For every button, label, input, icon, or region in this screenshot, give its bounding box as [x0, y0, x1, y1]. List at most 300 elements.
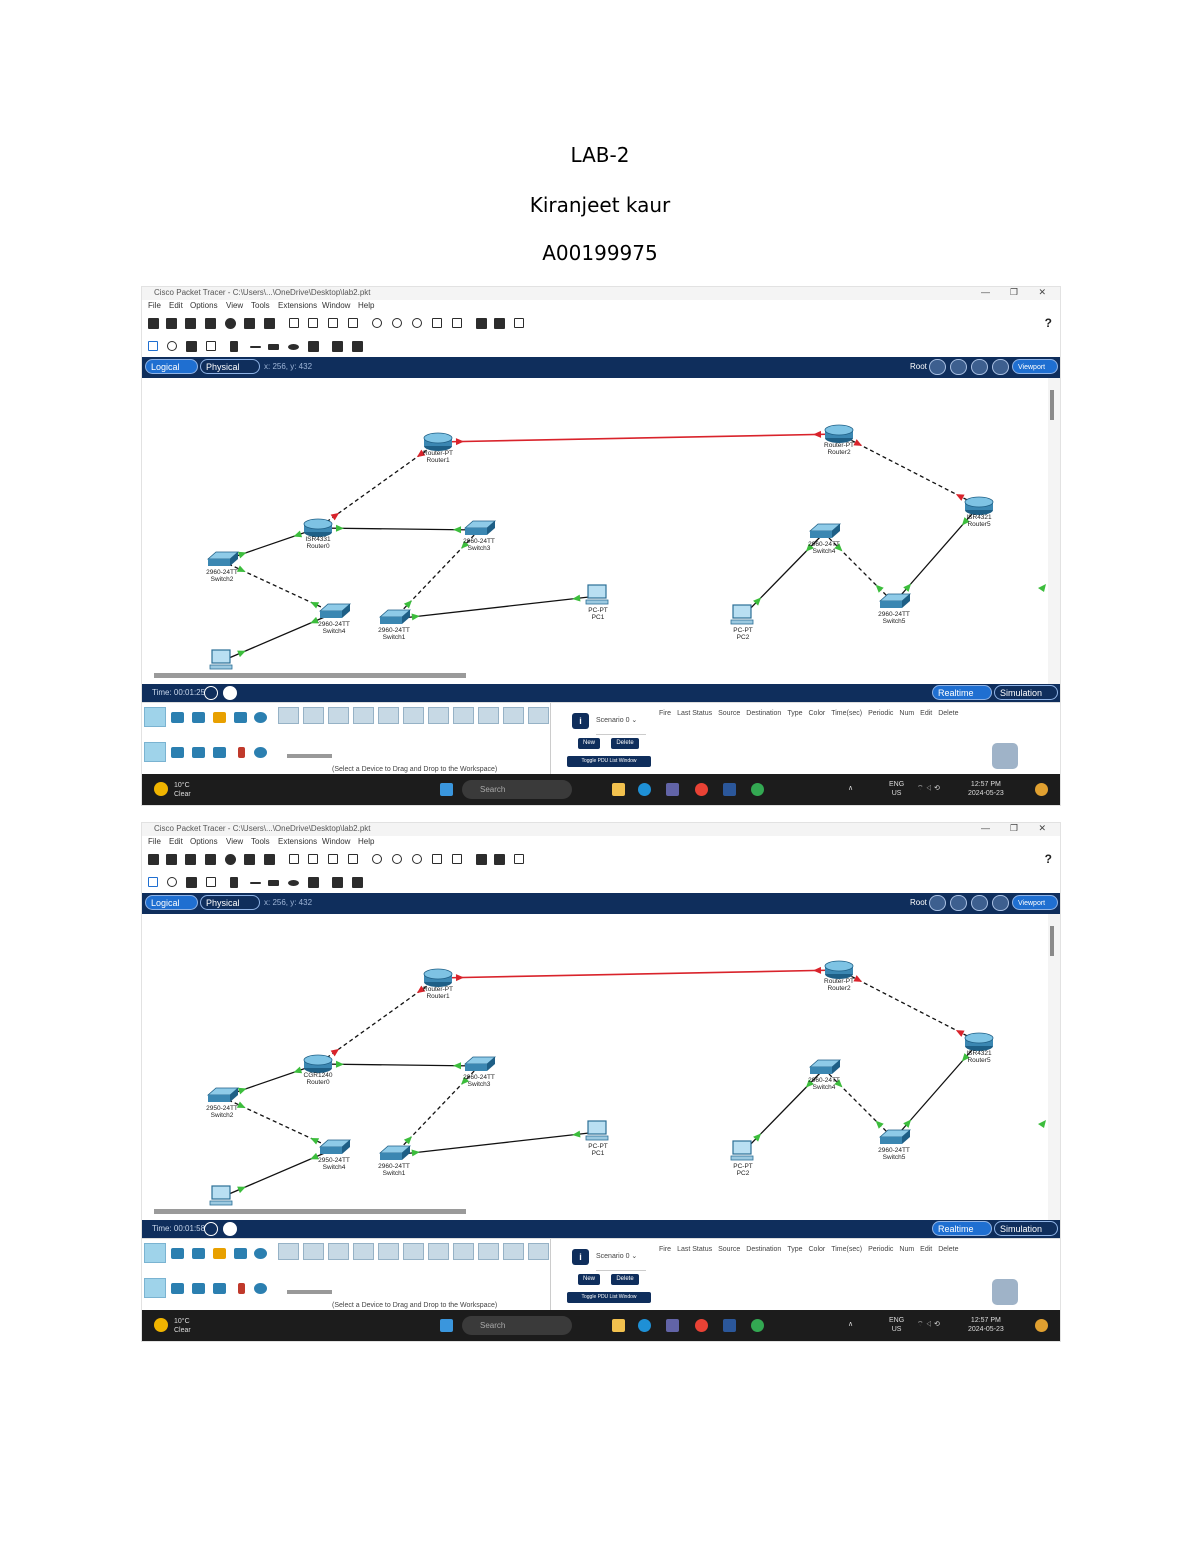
clock[interactable]: 12:57 PM 2024-05-23 — [968, 781, 1004, 797]
device-name-label: PC1 — [591, 1150, 605, 1157]
device-model-label: 2960-24TT — [318, 621, 350, 628]
palette-scroll[interactable] — [287, 754, 332, 758]
taskbar-search[interactable]: Search — [462, 1316, 572, 1335]
menu-tools[interactable]: Tools — [251, 301, 270, 310]
router-model-4[interactable] — [353, 1243, 374, 1260]
switch-device[interactable] — [878, 594, 910, 625]
tile-background-icon[interactable] — [992, 895, 1009, 911]
device-name-label: Switch1 — [382, 634, 406, 641]
switches-category-icon[interactable] — [171, 747, 184, 758]
topology-link[interactable] — [394, 596, 598, 619]
details-view-icon[interactable] — [494, 854, 505, 865]
router-model-4[interactable] — [353, 707, 374, 724]
device-name-label: Switch3 — [467, 545, 491, 552]
doc-title: LAB-2 — [570, 143, 630, 167]
device-name-label: Router1 — [426, 457, 450, 464]
weather-icon[interactable] — [154, 1318, 168, 1332]
router-model-11[interactable] — [528, 1243, 549, 1260]
router-model-10[interactable] — [503, 1243, 524, 1260]
simulation-button[interactable]: Simulation — [994, 1221, 1058, 1236]
inspect-icon[interactable] — [167, 341, 177, 351]
network-wizard-icon[interactable] — [244, 854, 255, 865]
router-model-2[interactable] — [303, 1243, 324, 1260]
packet-tracer-screenshot-2 — [141, 822, 1061, 1342]
logical-workspace[interactable] — [142, 914, 1060, 1220]
open-folder-icon[interactable] — [166, 854, 177, 865]
redo-icon[interactable] — [348, 854, 358, 864]
freeform-icon[interactable] — [308, 341, 319, 352]
teams-icon[interactable] — [666, 1319, 679, 1332]
device-model-label: 2960-24TT — [206, 569, 238, 576]
window-title: Cisco Packet Tracer - C:\Users\...\OneDrive\Desktop\lab2.pkt — [154, 288, 371, 297]
pdu-list-header: Fire Last Status Source Destination Type Color Time(sec) Periodic Num Edit Delete — [659, 1246, 959, 1253]
connections-icon[interactable] — [213, 1248, 226, 1259]
pc-device[interactable] — [586, 585, 608, 621]
device-model-label: 2960-24TT — [878, 611, 910, 618]
minimize-icon[interactable]: — — [981, 287, 990, 297]
switch-device[interactable] — [378, 610, 410, 641]
weather-text[interactable]: 10°C Clear — [174, 782, 191, 798]
router-device[interactable] — [824, 425, 854, 456]
packet-tracer-logo-icon — [992, 1279, 1018, 1305]
menu-edit[interactable]: Edit — [169, 837, 183, 846]
viewport-button[interactable]: Viewport — [1012, 359, 1058, 374]
file-explorer-icon[interactable] — [612, 1319, 625, 1332]
wan-emulation-icon[interactable] — [254, 1283, 267, 1294]
delete-scenario-button[interactable]: Delete — [611, 1274, 639, 1285]
start-icon[interactable] — [440, 1319, 453, 1332]
list-view-icon[interactable] — [476, 318, 487, 329]
device-model-label: 2960-24TT — [808, 1077, 840, 1084]
pdu-list-header: Fire Last Status Source Destination Type Color Time(sec) Periodic Num Edit Delete — [659, 710, 959, 717]
teams-icon[interactable] — [666, 783, 679, 796]
tab-logical[interactable]: Logical — [145, 359, 198, 374]
device-model-label: 2960-24TT — [463, 538, 495, 545]
network-devices-icon[interactable] — [144, 707, 166, 727]
topology-link[interactable] — [438, 434, 839, 442]
new-file-icon[interactable] — [148, 854, 159, 865]
network-volume-icons[interactable]: ⌔ ◁ ⟲ — [917, 1321, 940, 1328]
menu-extensions[interactable]: Extensions — [278, 837, 318, 846]
topology-link[interactable] — [394, 1132, 598, 1155]
edit-toolbar — [142, 872, 1060, 894]
delete-icon[interactable] — [186, 341, 197, 352]
wireless-category-icon[interactable] — [213, 747, 226, 758]
tray-overflow-icon[interactable]: ∧ — [848, 785, 854, 792]
device-model-label: ISR4321 — [966, 514, 992, 521]
router-device[interactable] — [304, 519, 332, 550]
router-model-3[interactable] — [328, 707, 349, 724]
activity-wizard-icon[interactable] — [264, 854, 275, 865]
draw-ellipse-icon[interactable] — [288, 344, 299, 350]
switch-device[interactable] — [318, 1140, 350, 1171]
topology-link[interactable] — [438, 970, 839, 978]
router-model-7[interactable] — [428, 707, 449, 724]
workspace-navbar — [142, 893, 1060, 914]
image-icon[interactable] — [514, 854, 524, 864]
scenario-info-icon[interactable]: i — [572, 713, 589, 729]
resize-icon[interactable] — [206, 877, 216, 887]
device-name-label: Router5 — [967, 1057, 991, 1064]
maximize-icon[interactable]: ❐ — [1009, 823, 1018, 833]
doc-student-id: A00199975 — [542, 241, 658, 265]
root-label: Root — [910, 898, 927, 907]
device-model-label: 2960-24TT — [463, 1074, 495, 1081]
inspect-icon[interactable] — [167, 877, 177, 887]
window-title: Cisco Packet Tracer - C:\Users\...\OneDrive\Desktop\lab2.pkt — [154, 824, 371, 833]
switch-device[interactable] — [206, 1088, 238, 1119]
copy-icon[interactable] — [289, 854, 299, 864]
routers-category-icon[interactable] — [144, 1278, 166, 1298]
router-device[interactable] — [423, 969, 453, 1000]
info-icon[interactable] — [225, 318, 236, 329]
switch-device[interactable] — [318, 604, 350, 635]
router-device[interactable] — [965, 1033, 993, 1064]
horizontal-scrollbar[interactable] — [154, 1209, 466, 1214]
link-status-indicator — [853, 975, 863, 985]
activity-wizard-icon[interactable] — [264, 318, 275, 329]
root-label: Root — [910, 362, 927, 371]
cursor-coordinates: x: 256, y: 432 — [264, 362, 313, 371]
router-model-10[interactable] — [503, 707, 524, 724]
components-icon[interactable] — [192, 1248, 205, 1259]
fast-forward-icon[interactable] — [223, 1222, 237, 1236]
link-status-indicator — [813, 431, 821, 438]
link-status-indicator — [853, 439, 863, 449]
device-model-label: Router-PT — [423, 450, 453, 457]
realtime-button[interactable]: Realtime — [932, 685, 992, 700]
custom-devices-icon[interactable] — [452, 318, 462, 328]
zoom-out-icon[interactable] — [412, 854, 422, 864]
device-model-label: Router-PT — [824, 978, 854, 985]
switch-device[interactable] — [378, 1146, 410, 1177]
device-model-label: PC-PT — [588, 1143, 608, 1150]
router-model-9[interactable] — [478, 1243, 499, 1260]
menu-tools[interactable]: Tools — [251, 837, 270, 846]
list-view-icon[interactable] — [476, 854, 487, 865]
maximize-icon[interactable]: ❐ — [1009, 287, 1018, 297]
menu-view[interactable]: View — [226, 301, 244, 310]
misc-icon[interactable] — [234, 712, 247, 723]
network-topology — [142, 914, 1048, 1220]
router-device[interactable] — [965, 497, 993, 528]
paste-icon[interactable] — [308, 318, 318, 328]
file-explorer-icon[interactable] — [612, 783, 625, 796]
packet-tracer-taskbar-icon[interactable] — [751, 783, 764, 796]
device-model-label: PC-PT — [588, 607, 608, 614]
save-icon[interactable] — [185, 854, 196, 865]
network-devices-icon[interactable] — [144, 1243, 166, 1263]
router-model-8[interactable] — [453, 707, 474, 724]
link-status-indicator — [1038, 584, 1046, 592]
windows-taskbar — [142, 1310, 1060, 1341]
time-bar — [142, 684, 1060, 702]
add-complex-pdu-icon[interactable] — [352, 341, 363, 352]
custom-devices-icon[interactable] — [452, 854, 462, 864]
router-model-3[interactable] — [328, 1243, 349, 1260]
router-model-9[interactable] — [478, 707, 499, 724]
router-model-1[interactable] — [278, 1243, 299, 1260]
menu-window[interactable]: Window — [322, 301, 351, 310]
packet-tracer-logo-icon — [992, 743, 1018, 769]
tab-physical[interactable]: Physical — [200, 895, 260, 910]
router-model-8[interactable] — [453, 1243, 474, 1260]
palette-divider — [550, 703, 551, 775]
router-model-1[interactable] — [278, 707, 299, 724]
move-object-icon[interactable] — [971, 895, 988, 911]
device-model-label: ISR4321 — [966, 1050, 992, 1057]
router-model-7[interactable] — [428, 1243, 449, 1260]
network-volume-icons[interactable]: ⌔ ◁ ⟲ — [917, 785, 940, 792]
pc-device[interactable] — [586, 1121, 608, 1157]
select-icon[interactable] — [148, 341, 158, 351]
end-devices-icon[interactable] — [171, 712, 184, 723]
menu-view[interactable]: View — [226, 837, 244, 846]
simulation-time: Time: 00:01:25 — [152, 688, 206, 697]
device-model-label: 2960-24TT — [378, 1163, 410, 1170]
link-status-indicator — [1038, 1120, 1046, 1128]
menu-extensions[interactable]: Extensions — [278, 301, 318, 310]
fast-forward-icon[interactable] — [223, 686, 237, 700]
freeform-icon[interactable] — [308, 877, 319, 888]
menu-bar — [142, 300, 1060, 312]
vertical-scrollbar-track[interactable] — [1048, 378, 1060, 684]
redo-icon[interactable] — [348, 318, 358, 328]
switch-device[interactable] — [463, 521, 495, 552]
router-model-5[interactable] — [378, 1243, 399, 1260]
zoom-in-icon[interactable] — [372, 854, 382, 864]
weather-text[interactable]: 10°C Clear — [174, 1318, 191, 1334]
notification-icon[interactable] — [1035, 1319, 1048, 1332]
device-name-label: Router1 — [426, 993, 450, 1000]
drawing-palette-icon[interactable] — [432, 854, 442, 864]
back-icon[interactable] — [929, 895, 946, 911]
vertical-scrollbar[interactable] — [1050, 926, 1054, 956]
link-status-indicator — [412, 1149, 421, 1157]
link-status-indicator — [309, 1135, 319, 1145]
device-name-label: Switch2 — [210, 576, 234, 583]
print-icon[interactable] — [205, 318, 216, 329]
viewport-button[interactable]: Viewport — [1012, 895, 1058, 910]
chrome-icon[interactable] — [695, 783, 708, 796]
save-icon[interactable] — [185, 318, 196, 329]
router-model-11[interactable] — [528, 707, 549, 724]
router-model-6[interactable] — [403, 1243, 424, 1260]
packet-tracer-taskbar-icon[interactable] — [751, 1319, 764, 1332]
hubs-category-icon[interactable] — [192, 747, 205, 758]
place-note-icon[interactable] — [230, 341, 238, 352]
link-status-indicator — [954, 491, 964, 501]
menu-file[interactable]: File — [148, 837, 161, 846]
place-note-icon[interactable] — [230, 877, 238, 888]
device-palette — [142, 1238, 1060, 1311]
draw-rectangle-icon[interactable] — [268, 344, 279, 350]
menu-help[interactable]: Help — [358, 837, 375, 846]
close-icon[interactable]: ✕ — [1038, 287, 1046, 297]
delete-icon[interactable] — [186, 877, 197, 888]
add-complex-pdu-icon[interactable] — [352, 877, 363, 888]
wan-emulation-icon[interactable] — [254, 747, 267, 758]
menu-edit[interactable]: Edit — [169, 301, 183, 310]
connections-icon[interactable] — [213, 712, 226, 723]
info-icon[interactable] — [225, 854, 236, 865]
tab-logical[interactable]: Logical — [145, 895, 198, 910]
menu-help[interactable]: Help — [358, 301, 375, 310]
security-category-icon[interactable] — [238, 1283, 245, 1294]
back-icon[interactable] — [929, 359, 946, 375]
switches-category-icon[interactable] — [171, 1283, 184, 1294]
new-cluster-icon[interactable] — [950, 895, 967, 911]
tile-background-icon[interactable] — [992, 359, 1009, 375]
routers-category-icon[interactable] — [144, 742, 166, 762]
packet-tracer-screenshot-1 — [141, 286, 1061, 806]
scenario-select[interactable]: Scenario 0 ⌄ — [596, 716, 646, 735]
edge-icon[interactable] — [638, 783, 651, 796]
taskbar-search[interactable]: Search — [462, 780, 572, 799]
move-object-icon[interactable] — [971, 359, 988, 375]
vertical-scrollbar[interactable] — [1050, 390, 1054, 420]
pc-device[interactable] — [731, 605, 753, 641]
misc-icon[interactable] — [234, 1248, 247, 1259]
start-icon[interactable] — [440, 783, 453, 796]
language-indicator[interactable]: ENG US — [889, 1317, 905, 1333]
minimize-icon[interactable]: — — [981, 823, 990, 833]
zoom-out-icon[interactable] — [412, 318, 422, 328]
device-model-label: 2960-24TT — [378, 627, 410, 634]
draw-line-icon[interactable] — [250, 882, 261, 884]
realtime-button[interactable]: Realtime — [932, 1221, 992, 1236]
tray-overflow-icon[interactable]: ∧ — [848, 1321, 854, 1328]
print-icon[interactable] — [205, 854, 216, 865]
pc-device[interactable] — [731, 1141, 753, 1177]
security-category-icon[interactable] — [238, 747, 245, 758]
weather-icon[interactable] — [154, 782, 168, 796]
cursor-coordinates: x: 256, y: 432 — [264, 898, 313, 907]
resize-icon[interactable] — [206, 341, 216, 351]
link-status-indicator — [453, 526, 461, 533]
language-indicator[interactable]: ENG US — [889, 781, 905, 797]
pc-device[interactable] — [210, 650, 232, 669]
add-simple-pdu-icon[interactable] — [332, 877, 343, 888]
router-model-5[interactable] — [378, 707, 399, 724]
menu-file[interactable]: File — [148, 301, 161, 310]
hubs-category-icon[interactable] — [192, 1283, 205, 1294]
switch-device[interactable] — [206, 552, 238, 583]
drawing-palette-icon[interactable] — [432, 318, 442, 328]
multiuser-icon[interactable] — [254, 712, 267, 723]
wireless-category-icon[interactable] — [213, 1283, 226, 1294]
clock[interactable]: 12:57 PM 2024-05-23 — [968, 1317, 1004, 1333]
undo-icon[interactable] — [328, 854, 338, 864]
zoom-in-icon[interactable] — [372, 318, 382, 328]
doc-author: Kiranjeet kaur — [529, 193, 671, 217]
notification-icon[interactable] — [1035, 783, 1048, 796]
zoom-reset-icon[interactable] — [392, 854, 402, 864]
add-simple-pdu-icon[interactable] — [332, 341, 343, 352]
router-model-6[interactable] — [403, 707, 424, 724]
logical-workspace[interactable] — [142, 378, 1060, 684]
image-icon[interactable] — [514, 318, 524, 328]
router-model-2[interactable] — [303, 707, 324, 724]
open-folder-icon[interactable] — [166, 318, 177, 329]
copy-icon[interactable] — [289, 318, 299, 328]
device-name-label: Switch1 — [382, 1170, 406, 1177]
router-device[interactable] — [304, 1055, 333, 1086]
switch-device[interactable] — [463, 1057, 495, 1088]
device-model-label: CGR1240 — [303, 1072, 333, 1079]
device-name-label: Switch5 — [882, 618, 906, 625]
select-icon[interactable] — [148, 877, 158, 887]
edge-icon[interactable] — [638, 1319, 651, 1332]
end-devices-icon[interactable] — [171, 1248, 184, 1259]
menu-options[interactable]: Options — [190, 301, 218, 310]
link-status-indicator — [237, 1101, 247, 1111]
undo-icon[interactable] — [328, 318, 338, 328]
device-name-label: Router5 — [967, 521, 991, 528]
switch-device[interactable] — [808, 1060, 840, 1091]
simulation-button[interactable]: Simulation — [994, 685, 1058, 700]
zoom-reset-icon[interactable] — [392, 318, 402, 328]
chrome-icon[interactable] — [695, 1319, 708, 1332]
close-icon[interactable]: ✕ — [1038, 823, 1046, 833]
draw-rectangle-icon[interactable] — [268, 880, 279, 886]
word-icon[interactable] — [723, 783, 736, 796]
switch-device[interactable] — [808, 524, 840, 555]
scenario-info-icon[interactable]: i — [572, 1249, 589, 1265]
switch-device[interactable] — [878, 1130, 910, 1161]
components-icon[interactable] — [192, 712, 205, 723]
horizontal-scrollbar[interactable] — [154, 673, 466, 678]
window-titlebar — [142, 823, 1060, 836]
draw-ellipse-icon[interactable] — [288, 880, 299, 886]
delete-scenario-button[interactable]: Delete — [611, 738, 639, 749]
palette-scroll[interactable] — [287, 1290, 332, 1294]
link-status-indicator — [292, 531, 302, 540]
menu-window[interactable]: Window — [322, 837, 351, 846]
link-status-indicator — [309, 599, 319, 609]
device-name-label: Router2 — [827, 449, 851, 456]
vertical-scrollbar-track[interactable] — [1048, 914, 1060, 1220]
network-wizard-icon[interactable] — [244, 318, 255, 329]
help-icon[interactable]: ? — [1044, 852, 1052, 866]
pc-device[interactable] — [210, 1186, 232, 1205]
device-name-label: Switch4 — [322, 628, 346, 635]
paste-icon[interactable] — [308, 854, 318, 864]
help-icon[interactable]: ? — [1044, 316, 1052, 330]
multiuser-icon[interactable] — [254, 1248, 267, 1259]
power-cycle-icon[interactable] — [204, 1222, 218, 1236]
toggle-pdu-list-button[interactable]: Toggle PDU List Window — [567, 1292, 651, 1303]
device-palette — [142, 702, 1060, 775]
draw-line-icon[interactable] — [250, 346, 261, 348]
device-model-label: Router-PT — [824, 442, 854, 449]
router-device[interactable] — [423, 433, 453, 464]
new-scenario-button[interactable]: New — [578, 738, 600, 749]
menu-options[interactable]: Options — [190, 837, 218, 846]
router-device[interactable] — [824, 961, 854, 992]
power-cycle-icon[interactable] — [204, 686, 218, 700]
scenario-select[interactable]: Scenario 0 ⌄ — [596, 1252, 646, 1271]
new-cluster-icon[interactable] — [950, 359, 967, 375]
details-view-icon[interactable] — [494, 318, 505, 329]
device-model-label: PC-PT — [733, 1163, 753, 1170]
new-scenario-button[interactable]: New — [578, 1274, 600, 1285]
tab-physical[interactable]: Physical — [200, 359, 260, 374]
word-icon[interactable] — [723, 1319, 736, 1332]
device-model-label: 2950-24TT — [206, 1105, 238, 1112]
toggle-pdu-list-button[interactable]: Toggle PDU List Window — [567, 756, 651, 767]
new-file-icon[interactable] — [148, 318, 159, 329]
